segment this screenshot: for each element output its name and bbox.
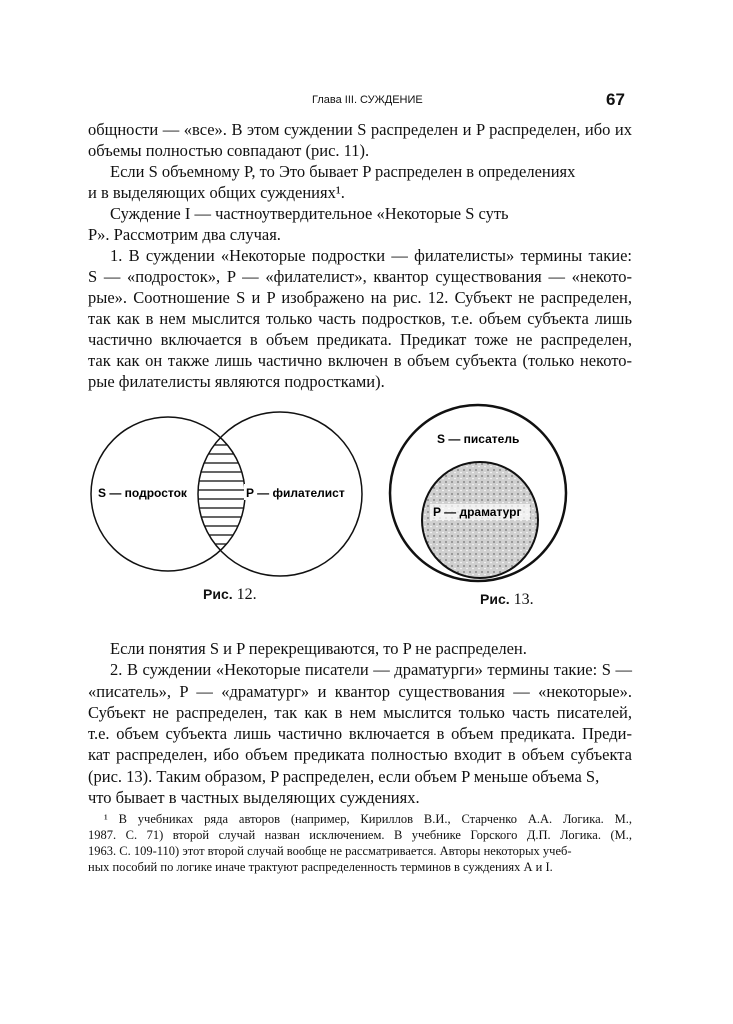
text-line: т.е. объем субъекта лишь частично включается в объем предиката. Преди- bbox=[88, 724, 632, 743]
text-line: частично включается в объем предиката. Предикат тоже не распределен, bbox=[88, 330, 632, 349]
text-line: общности — «все». В этом суждении S распределен и P распределен, ибо их bbox=[88, 120, 632, 139]
page-number: 67 bbox=[606, 90, 625, 109]
text-line: Если S объемному P, то Это бывает P распределен в определениях bbox=[110, 162, 576, 181]
text-line: так как он также лишь частично включен в объем субъекта (только некото- bbox=[88, 351, 632, 370]
text-line: Субъект не распределен, так как в нем мыслится только часть писателей, bbox=[88, 703, 632, 722]
running-header: Глава III. СУЖДЕНИЕ bbox=[312, 94, 423, 106]
text-line: рые». Соотношение S и P изображено на рис. 12. Субъект не распределен, bbox=[88, 288, 632, 307]
label-p-philatelist: P — филателист bbox=[246, 486, 345, 500]
footnote-line: 1963. С. 109-110) этот второй случай вообще не рассматривается. Авторы некоторых учеб- bbox=[88, 844, 572, 858]
text-line: S — «подросток», P — «филателист», квантор существования — «некото- bbox=[88, 267, 632, 286]
text-line: Суждение I — частноутвердительное «Некоторые S суть bbox=[110, 204, 509, 223]
text-line: так как в нем мыслится только часть подростков, т.е. объем субъекта лишь bbox=[88, 309, 632, 328]
footnote-line: ¹ В учебниках ряда авторов (например, Кириллов В.И., Старченко А.А. Логика. М., bbox=[104, 812, 632, 826]
figure-12-venn bbox=[91, 412, 362, 576]
text-line: объемы полностью совпадают (рис. 11). bbox=[88, 141, 370, 160]
text-line: 1. В суждении «Некоторые подростки — филателисты» термины такие: bbox=[110, 246, 632, 265]
text-line: кат распределен, ибо объем предиката полностью входит в объем субъекта bbox=[88, 745, 632, 764]
text-line: (рис. 13). Таким образом, P распределен, если объем P меньше объема S, bbox=[88, 767, 600, 786]
figure-13-caption: Рис. 13. bbox=[480, 591, 534, 608]
label-s-teen: S — подросток bbox=[98, 486, 187, 500]
label-s-writer: S — писатель bbox=[437, 432, 520, 446]
footnote-line: 1987. С. 71) второй случай назван исключением. В учебнике Горского Д.П. Логика. (М., bbox=[88, 828, 632, 842]
figure-13-venn bbox=[390, 405, 566, 581]
footnote-line: ных пособий по логике иначе трактуют распределенность терминов в суждениях А и I. bbox=[88, 860, 553, 874]
text-line: Если понятия S и P перекрещиваются, то P не распределен. bbox=[110, 639, 527, 658]
text-line: 2. В суждении «Некоторые писатели — драматурги» термины такие: S — bbox=[110, 660, 632, 679]
text-line: рые филателисты являются подростками). bbox=[88, 372, 385, 391]
text-line: P». Рассмотрим два случая. bbox=[88, 225, 281, 244]
text-line: что бывает в частных выделяющих суждениях. bbox=[88, 788, 420, 807]
figure-12-caption: Рис. 12. bbox=[203, 586, 257, 603]
text-line: и в выделяющих общих суждениях¹. bbox=[88, 183, 345, 202]
label-p-dramatist: P — драматург bbox=[433, 505, 522, 519]
text-line: «писатель», P — «драматург» и квантор существования — «некоторые». bbox=[88, 682, 632, 701]
